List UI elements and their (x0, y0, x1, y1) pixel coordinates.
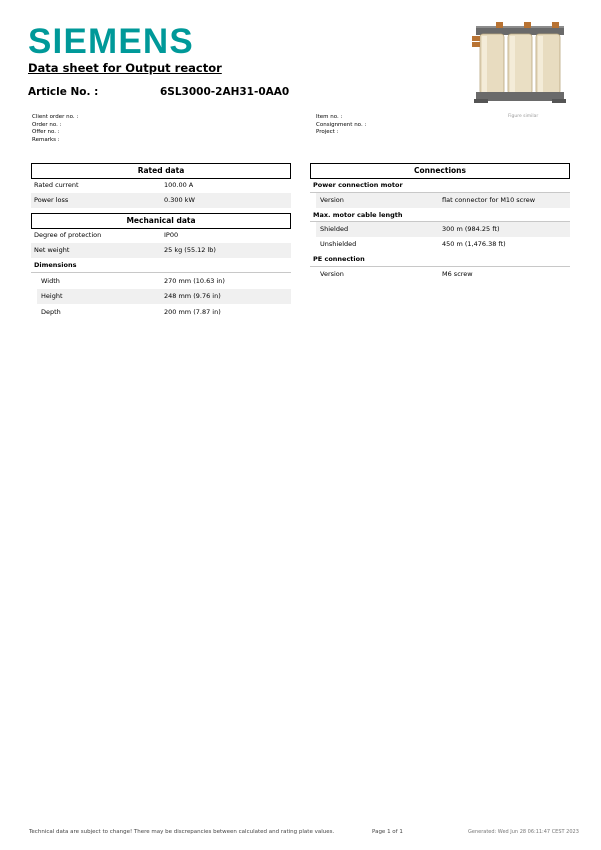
project-label: Project : (316, 129, 339, 136)
degree-of-protection-label: Degree of protection (34, 231, 102, 239)
order-info-left (32, 114, 78, 144)
shielded-label: Shielded (320, 225, 349, 233)
pe-version-value: M6 screw (442, 270, 473, 278)
table-row (31, 193, 291, 208)
net-weight-label: Net weight (34, 246, 70, 254)
item-no-label: Item no. : (316, 114, 343, 120)
client-order-label: Client order no. : (32, 114, 79, 120)
table-row (316, 222, 570, 237)
article-number-value: 6SL3000-2AH31-0AA0 (160, 86, 290, 98)
degree-of-protection-value: IP00 (164, 231, 179, 239)
unshielded-value: 450 m (1,476.38 ft) (442, 240, 506, 248)
height-label: Height (41, 292, 63, 300)
table-row (31, 228, 291, 243)
footer-page-number: Page 1 of 1 (372, 829, 403, 835)
mechanical-data-header: Mechanical data (31, 213, 291, 229)
power-version-label: Version (320, 196, 344, 204)
depth-label: Depth (41, 308, 61, 316)
table-row (316, 267, 570, 282)
divider (31, 272, 291, 273)
dimensions-subheader: Dimensions (34, 261, 77, 269)
footer-disclaimer: Technical data are subject to change! There may be discrepancies between calculated and rating plate values. (29, 829, 335, 835)
article-number-label: Article No. : (28, 86, 99, 98)
table-row (31, 178, 291, 193)
height-value: 248 mm (9.76 in) (164, 292, 221, 300)
power-connection-subheader: Power connection motor (313, 181, 403, 189)
table-row (31, 243, 291, 258)
footer-generated: Generated: Wed Jun 28 06:11:47 CEST 2023 (468, 829, 579, 835)
unshielded-label: Unshielded (320, 240, 357, 248)
power-loss-value: 0.300 kW (164, 196, 195, 204)
rated-current-value: 100.00 A (164, 181, 194, 189)
width-value: 270 mm (10.63 in) (164, 277, 225, 285)
width-label: Width (41, 277, 60, 285)
table-row (37, 305, 291, 320)
pe-version-label: Version (320, 270, 344, 278)
cable-length-subheader: Max. motor cable length (313, 211, 403, 219)
output-reactor-image (470, 22, 570, 106)
depth-value: 200 mm (7.87 in) (164, 308, 221, 316)
pe-connection-subheader: PE connection (313, 255, 365, 263)
consignment-no-label: Consignment no. : (316, 121, 367, 128)
order-no-label: Order no. : (32, 121, 62, 128)
table-row (37, 274, 291, 289)
table-row (316, 193, 570, 208)
offer-no-label: Offer no. : (32, 129, 60, 136)
table-row (37, 289, 291, 304)
connections-header: Connections (310, 163, 570, 179)
rated-data-header: Rated data (31, 163, 291, 179)
power-version-value: flat connector for M10 screw (442, 196, 536, 204)
order-info-right (316, 114, 366, 137)
net-weight-value: 25 kg (55.12 lb) (164, 246, 216, 254)
table-row (316, 237, 570, 252)
siemens-logo: SIEMENS (28, 22, 194, 61)
figure-caption: Figure similar (508, 114, 539, 119)
remarks-label: Remarks : (32, 136, 60, 143)
rated-current-label: Rated current (34, 181, 79, 189)
power-loss-label: Power loss (34, 196, 69, 204)
document-title: Data sheet for Output reactor (28, 61, 222, 75)
shielded-value: 300 m (984.25 ft) (442, 225, 500, 233)
